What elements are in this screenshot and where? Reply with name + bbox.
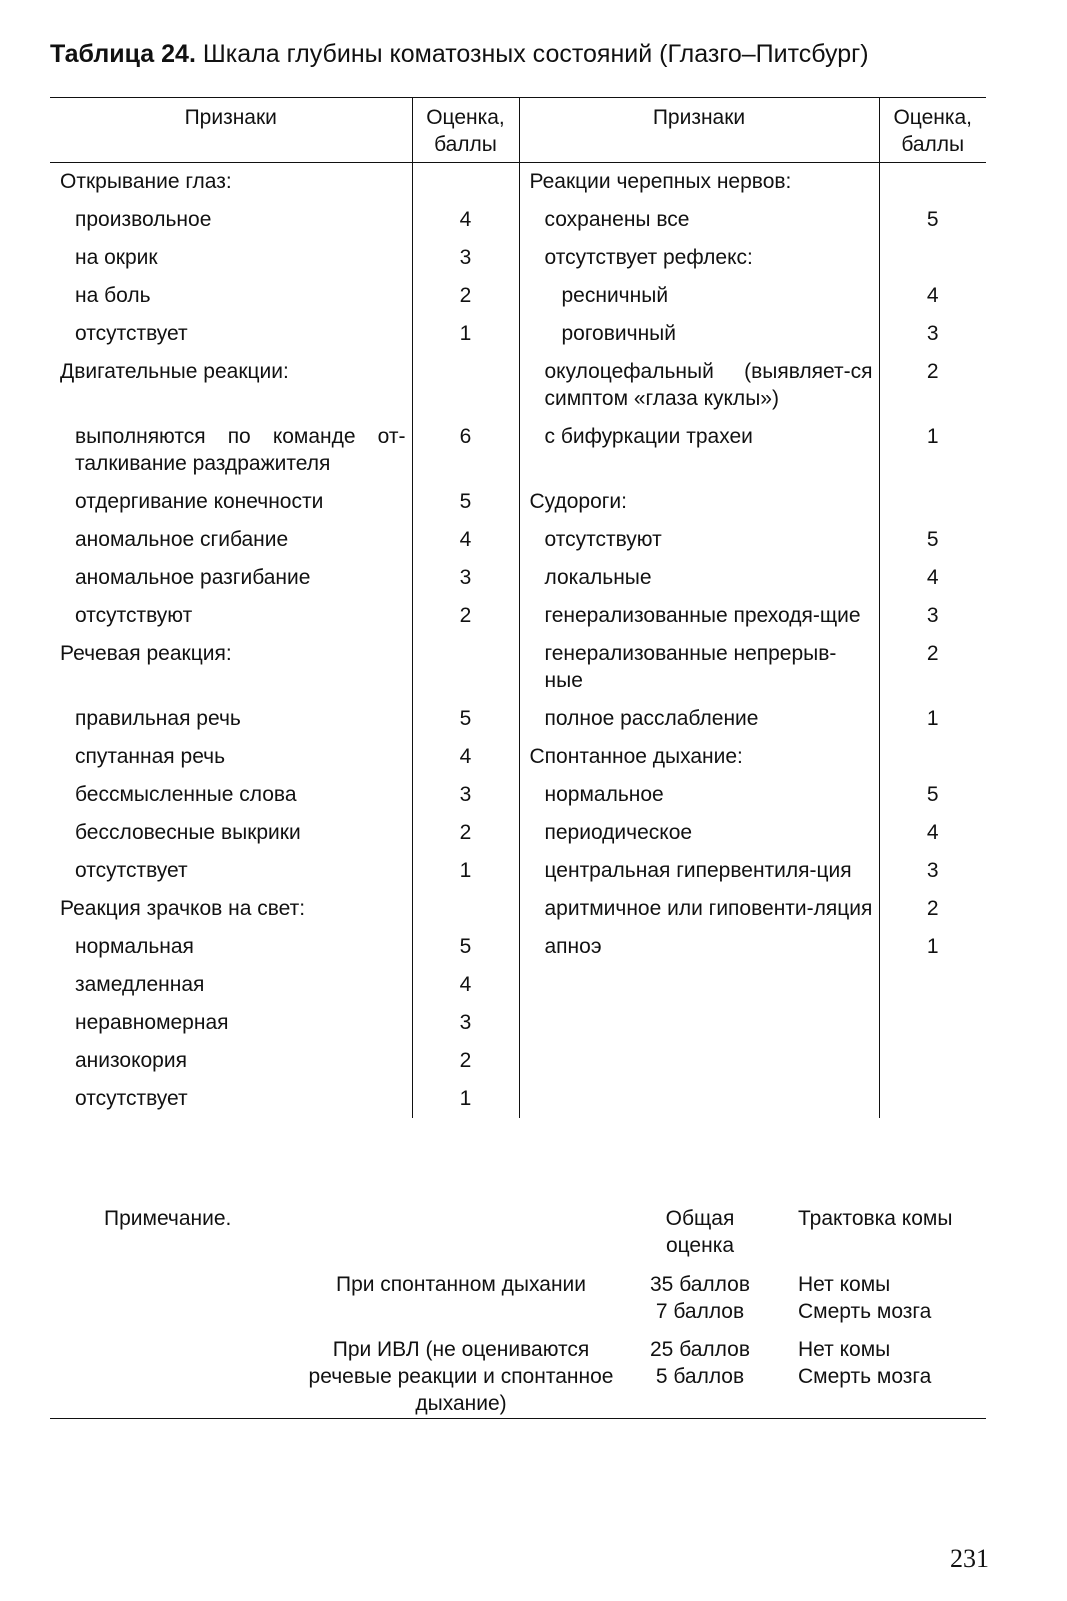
score-right: 4 <box>879 559 986 597</box>
table-row <box>50 483 986 521</box>
score-left: 1 <box>412 1080 519 1118</box>
table-row <box>50 239 986 277</box>
table-row <box>50 635 986 700</box>
table-body <box>50 163 986 1119</box>
score-right: 1 <box>879 418 986 483</box>
table-row <box>50 966 986 1004</box>
table-row <box>50 418 986 483</box>
sign-left: Реакция зрачков на свет: <box>60 897 306 920</box>
score-left: 3 <box>412 239 519 277</box>
table-header-row <box>50 98 986 163</box>
sign-left: аномальное сгибание <box>75 528 289 551</box>
header-signs-right: Признаки <box>519 98 879 163</box>
header-score-left: Оценка, баллы <box>412 98 519 163</box>
note-interpretation-value: Нет комы <box>798 1338 891 1361</box>
sign-right: окулоцефальный (выявляет-ся симптом «глаза куклы») <box>544 360 873 410</box>
note-condition-ventilation: При ИВЛ (не оцениваются речевые реакции и спонтанное дыхание) <box>308 1338 614 1415</box>
score-left: 2 <box>412 814 519 852</box>
sign-right <box>519 966 879 1004</box>
sign-right: апноэ <box>544 935 602 958</box>
note-score-value: 25 баллов <box>650 1338 750 1361</box>
sign-right: генерализованные преходя-щие <box>544 604 861 627</box>
note-total-header: Общая оценка <box>665 1207 735 1257</box>
table-number: Таблица 24. <box>50 40 196 68</box>
table-row <box>50 890 986 928</box>
score-left: 1 <box>412 315 519 353</box>
sign-right: ресничный <box>561 284 669 307</box>
score-right: 5 <box>879 521 986 559</box>
score-left: 4 <box>412 521 519 559</box>
score-right <box>879 483 986 521</box>
table-row <box>50 277 986 315</box>
table-row <box>50 1042 986 1080</box>
sign-left: отсутствуют <box>75 604 193 627</box>
table-bottom-rule <box>50 1418 986 1419</box>
sign-left: отсутствует <box>75 1087 188 1110</box>
score-right <box>879 1004 986 1042</box>
sign-right: Спонтанное дыхание: <box>529 745 743 768</box>
score-right <box>879 966 986 1004</box>
score-left: 1 <box>412 852 519 890</box>
score-left <box>412 353 519 418</box>
table-row <box>50 559 986 597</box>
note-interpretation-value: Смерть мозга <box>798 1300 932 1323</box>
score-right: 2 <box>879 890 986 928</box>
table-row <box>50 928 986 966</box>
score-right: 3 <box>879 315 986 353</box>
note-interpretation-header: Трактовка комы <box>798 1207 953 1230</box>
score-left: 3 <box>412 1004 519 1042</box>
score-left: 4 <box>412 201 519 239</box>
score-right: 5 <box>879 201 986 239</box>
score-right: 1 <box>879 700 986 738</box>
sign-left: на окрик <box>75 246 158 269</box>
sign-left: Двигательные реакции: <box>60 360 289 383</box>
sign-right: нормальное <box>544 783 664 806</box>
score-left: 5 <box>412 483 519 521</box>
score-left <box>412 635 519 700</box>
sign-left: выполняются по команде от-талкивание раздражителя <box>75 425 406 475</box>
sign-right <box>519 1042 879 1080</box>
note-scores-ventilation <box>630 1336 770 1390</box>
score-right: 4 <box>879 277 986 315</box>
sign-right: аритмичное или гиповенти-ляция <box>544 897 873 920</box>
score-right: 4 <box>879 814 986 852</box>
score-left: 2 <box>412 1042 519 1080</box>
score-left <box>412 163 519 202</box>
sign-right <box>519 1004 879 1042</box>
sign-right: сохранены все <box>544 208 690 231</box>
score-left: 4 <box>412 966 519 1004</box>
sign-left: анизокория <box>75 1049 187 1072</box>
score-left: 4 <box>412 738 519 776</box>
note-score-value: 35 баллов <box>650 1273 750 1296</box>
sign-left: правильная речь <box>75 707 241 730</box>
note-condition-spontaneous: При спонтанном дыхании <box>335 1273 587 1296</box>
score-left: 5 <box>412 700 519 738</box>
note-interpretation-value: Нет комы <box>798 1273 891 1296</box>
score-right: 5 <box>879 776 986 814</box>
sign-left: бессмысленные слова <box>75 783 297 806</box>
note-label: Примечание. <box>104 1207 232 1230</box>
note-scores-spontaneous <box>630 1271 770 1325</box>
score-right: 2 <box>879 635 986 700</box>
table-row <box>50 738 986 776</box>
score-left: 3 <box>412 776 519 814</box>
score-right <box>879 163 986 202</box>
sign-right: центральная гипервентиля-ция <box>544 859 852 882</box>
sign-left: аномальное разгибание <box>75 566 311 589</box>
table-row <box>50 163 986 202</box>
score-right: 2 <box>879 353 986 418</box>
sign-right: генерализованные непрерыв-ные <box>544 642 837 692</box>
sign-left: замедленная <box>75 973 205 996</box>
sign-left: на боль <box>75 284 151 307</box>
header-signs-left: Признаки <box>50 98 412 163</box>
sign-left: нормальная <box>75 935 194 958</box>
score-right <box>879 239 986 277</box>
score-left: 5 <box>412 928 519 966</box>
table-row <box>50 776 986 814</box>
sign-right: отсутствует рефлекс: <box>544 246 753 269</box>
score-right: 1 <box>879 928 986 966</box>
score-right <box>879 1080 986 1118</box>
sign-left: Речевая реакция: <box>60 642 232 665</box>
sign-right: с бифуркации трахеи <box>544 425 753 448</box>
table-row <box>50 201 986 239</box>
score-right: 3 <box>879 852 986 890</box>
table-row <box>50 814 986 852</box>
sign-left: отдергивание конечности <box>75 490 324 513</box>
sign-right: роговичный <box>561 322 676 345</box>
sign-left: отсутствует <box>75 859 188 882</box>
table-caption: Шкала глубины коматозных состояний (Глазго–Питсбург) <box>195 40 869 68</box>
score-left: 2 <box>412 277 519 315</box>
table-row <box>50 1080 986 1118</box>
score-right: 3 <box>879 597 986 635</box>
coma-scale-table <box>50 97 986 1118</box>
table-row <box>50 852 986 890</box>
table-row <box>50 700 986 738</box>
sign-left: спутанная речь <box>75 745 226 768</box>
sign-right: отсутствуют <box>544 528 662 551</box>
sign-right: периодическое <box>544 821 693 844</box>
note-score-value: 5 баллов <box>655 1365 745 1388</box>
note-interpretation-value: Смерть мозга <box>798 1365 932 1388</box>
score-left: 3 <box>412 559 519 597</box>
sign-right: локальные <box>544 566 652 589</box>
sign-left: Открывание глаз: <box>60 170 232 193</box>
score-right <box>879 738 986 776</box>
table-row <box>50 315 986 353</box>
score-left: 2 <box>412 597 519 635</box>
table-row <box>50 353 986 418</box>
page-number: 231 <box>950 1544 989 1573</box>
sign-left: бессловесные выкрики <box>75 821 301 844</box>
table-row <box>50 521 986 559</box>
score-left <box>412 890 519 928</box>
sign-right: Реакции черепных нервов: <box>529 170 792 193</box>
sign-left: отсутствует <box>75 322 188 345</box>
note-score-value: 7 баллов <box>655 1300 745 1323</box>
note-interpretations-ventilation <box>798 1336 931 1390</box>
score-left: 6 <box>412 418 519 483</box>
sign-left: произвольное <box>75 208 212 231</box>
header-score-right: Оценка, баллы <box>879 98 986 163</box>
sign-right <box>519 1080 879 1118</box>
table-title <box>50 40 869 69</box>
note-interpretations-spontaneous <box>798 1271 931 1325</box>
sign-right: Судороги: <box>529 490 627 513</box>
table-row <box>50 597 986 635</box>
score-right <box>879 1042 986 1080</box>
table-row <box>50 1004 986 1042</box>
sign-right: полное расслабление <box>544 707 759 730</box>
sign-left: неравномерная <box>75 1011 229 1034</box>
